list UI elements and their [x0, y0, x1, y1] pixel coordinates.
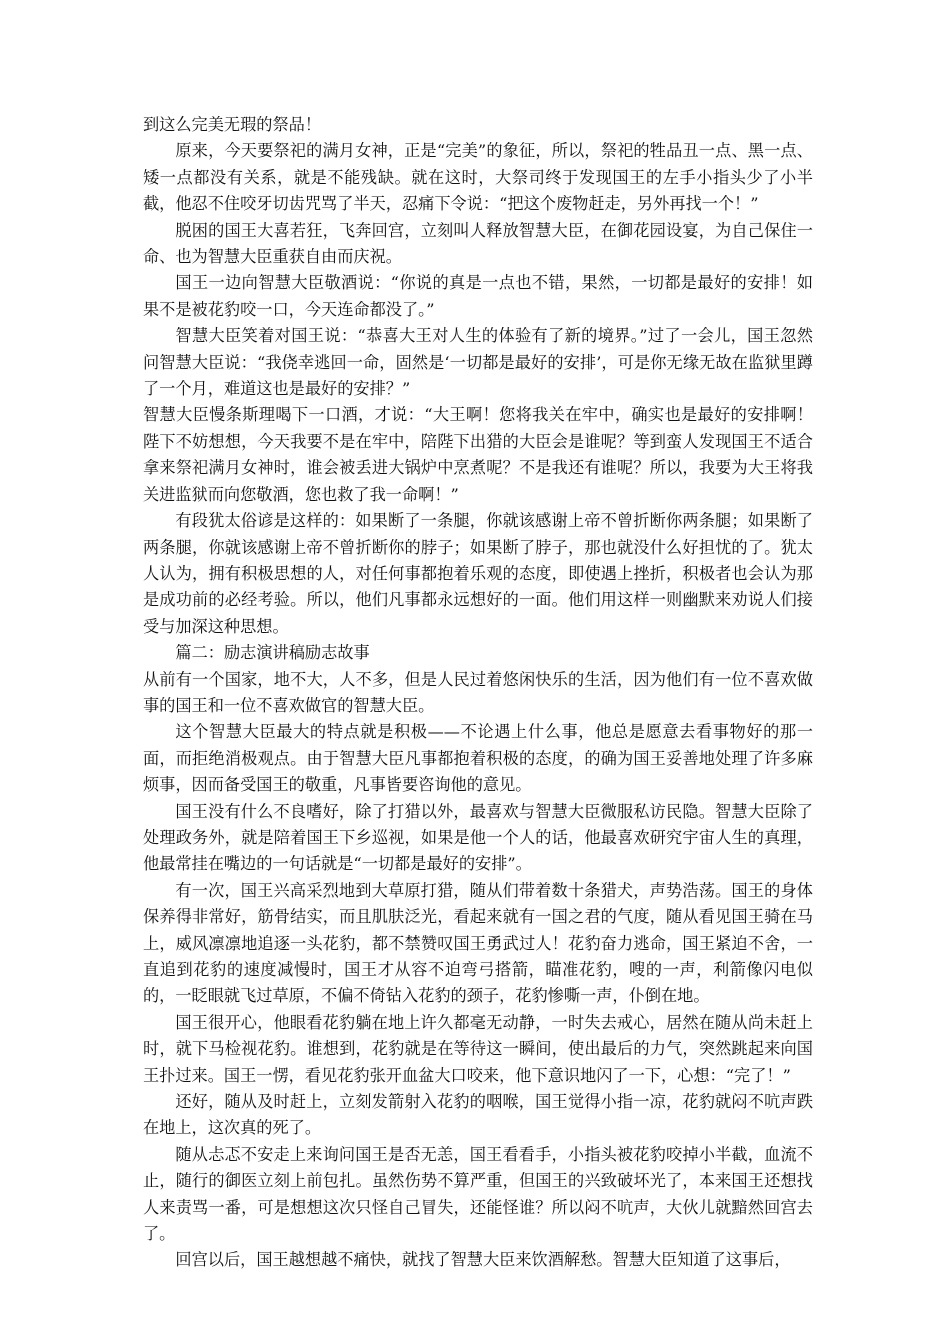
paragraph: 原来，今天要祭祀的满月女神，正是“完美”的象征，所以，祭祀的牲品丑一点、黑一点、矮一点都没有关系，就是不能残缺。就在这时，大祭司终于发现国王的左手小指头少了小半截，他忍不住咬牙切齿咒骂了半天，忍痛下令说：“把这个废物赶走，另外再找一个！”	[143, 141, 813, 214]
paragraph: 有一次，国王兴高采烈地到大草原打猎，随从们带着数十条猎犬，声势浩荡。国王的身体保养得非常好，筋骨结实，而且肌肤泛光，看起来就有一国之君的气度，随从看见国王骑在马上，威风凛凛地追逐一头花豹，都不禁赞叹国王勇武过人！花豹奋力逃命，国王紧迫不舍，一直追到花豹的速度减慢时，国王才从容不迫弯弓搭箭，瞄准花豹，嗖的一声，利箭像闪电似的，一眨眼就飞过草原，不偏不倚钻入花豹的颈子，花豹惨嘶一声，仆倒在地。	[143, 880, 813, 1006]
paragraph: 回宫以后，国王越想越不痛快，就找了智慧大臣来饮酒解愁。智慧大臣知道了这事后，	[175, 1250, 791, 1270]
paragraph: 还好，随从及时赶上，立刻发箭射入花豹的咽喉，国王觉得小指一凉，花豹就闷不吭声跌在地上，这次真的死了。	[143, 1092, 813, 1138]
paragraph: 国王很开心，他眼看花豹躺在地上许久都毫无动静，一时失去戒心，居然在随从尚未赶上时，就下马检视花豹。谁想到，花豹就是在等待这一瞬间，使出最后的力气，突然跳起来向国王扑过来。国王一愣，看见花豹张开血盆大口咬来，他下意识地闪了一下，心想：“完了！”	[143, 1012, 813, 1085]
paragraph: 智慧大臣笑着对国王说：“恭喜大王对人生的体验有了新的境界。”过了一会儿，国王忽然问智慧大臣说：“我侥幸逃回一命，固然是‘一切都是最好的安排’，可是你无缘无故在监狱里蹲了一个月，难道这也是最好的安排？”	[143, 326, 813, 399]
paragraph: 智慧大臣慢条斯理喝下一口酒，才说：“大王啊！您将我关在牢中，确实也是最好的安排啊！陛下不妨想想，今天我要不是在牢中，陪陛下出猎的大臣会是谁呢？等到蛮人发现国王不适合拿来祭祀满月女神时，谁会被丢进大锅炉中烹煮呢？不是我还有谁呢？所以，我要为大王将我关进监狱而向您敬酒，您也救了我一命啊！”	[143, 405, 813, 504]
paragraph: 国王一边向智慧大臣敬酒说：“你说的真是一点也不错，果然，一切都是最好的安排！如果不是被花豹咬一口，今天连命都没了。”	[143, 273, 813, 319]
paragraph: 随从忐忑不安走上来询问国王是否无恙，国王看看手，小指头被花豹咬掉小半截，血流不止，随行的御医立刻上前包扎。虽然伤势不算严重，但国王的兴致破坏光了，本来国王还想找人来责骂一番，可是想想这次只怪自己冒失，还能怪谁？所以闷不吭声，大伙儿就黯然回宫去了。	[143, 1144, 813, 1244]
paragraph: 有段犹太俗谚是这样的：如果断了一条腿，你就该感谢上帝不曾折断你两条腿；如果断了两条腿，你就该感谢上帝不曾折断你的脖子；如果断了脖子，那也就没什么好担忧的了。犹太人认为，拥有积极思想的人，对任何事都抱着乐观的态度，即使遇上挫折，积极者也会认为那是成功前的必经考验。所以，他们凡事都永远想好的一面。他们用这样一则幽默来劝说人们接受与加深这种思想。	[143, 511, 813, 636]
paragraph: 脱困的国王大喜若狂，飞奔回宫，立刻叫人释放智慧大臣，在御花园设宴，为自己保住一命、也为智慧大臣重获自由而庆祝。	[143, 220, 813, 267]
paragraph: 从前有一个国家，地不大，人不多，但是人民过着悠闲快乐的生活，因为他们有一位不喜欢做事的国王和一位不喜欢做官的智慧大臣。	[143, 669, 813, 715]
document-page	[143, 112, 813, 1274]
section-heading: 篇二：励志演讲稿励志故事	[175, 643, 370, 663]
paragraph: 国王没有什么不良嗜好，除了打猎以外，最喜欢与智慧大臣微服私访民隐。智慧大臣除了处理政务外，就是陪着国王下乡巡视，如果是他一个人的话，他最喜欢研究宇宙人生的真理，他最常挂在嘴边的一句话就是“一切都是最好的安排”。	[143, 801, 813, 874]
paragraph: 这个智慧大臣最大的特点就是积极——不论遇上什么事，他总是愿意去看事物好的那一面，而拒绝消极观点。由于智慧大臣凡事都抱着积极的态度，的确为国王妥善地处理了许多麻烦事，因而备受国王的敬重，凡事皆要咨询他的意见。	[143, 722, 813, 795]
paragraph: 到这么完美无瑕的祭品！	[143, 115, 322, 134]
